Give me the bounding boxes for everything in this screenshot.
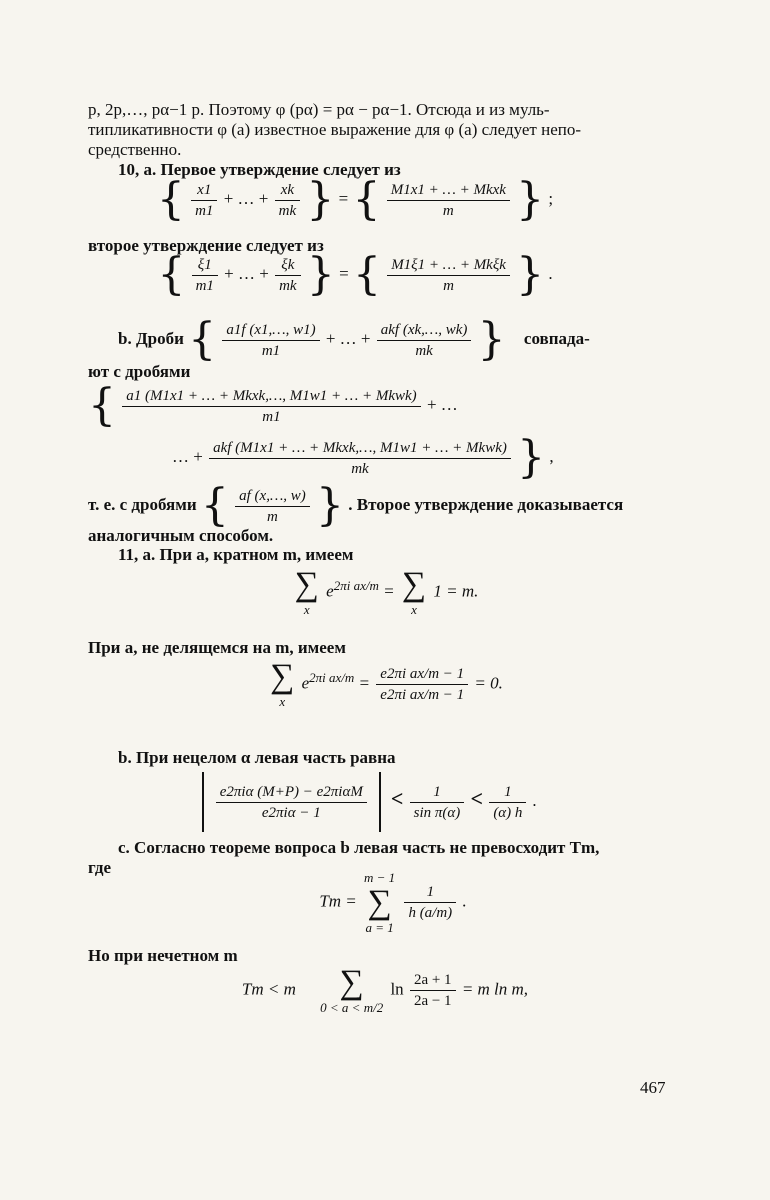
f11-tail: = m ln m, (461, 979, 529, 999)
f10-num: 1 (404, 883, 456, 903)
text-line-15: Но при нечетном m (88, 946, 238, 965)
f5-lead: … + (172, 446, 203, 466)
f9-tail: . (532, 790, 537, 810)
f10-den: h (a/m) (408, 905, 453, 922)
f7-sum-limit: x (303, 602, 310, 617)
f8-eq: = (358, 673, 371, 693)
text-line-2: типликативности φ (a) известное выражение для φ (a) следует непо- (88, 120, 582, 139)
f1-eq: = (338, 188, 349, 208)
f7-sup: 2πi ax/m (333, 578, 379, 594)
f11-lhs: Tm < m (241, 979, 296, 999)
f5-den: mk (351, 460, 369, 477)
f1-mid: + … + (223, 188, 269, 208)
page-number: 467 (640, 1078, 666, 1097)
f10-top: m − 1 (364, 870, 396, 885)
text-line-10: 11, a. При a, кратном m, имеем (118, 545, 354, 564)
formula-3-row: b. Дроби { $\frac{a1f (x1,\dots, w1)}{m1}$ + … + $\frac{\text{akf (xk,…, wk)}}{mk}$ } совпада- (118, 314, 590, 365)
f4-tail: + … (426, 394, 458, 414)
f2-rhs-den: m (443, 277, 454, 294)
f11-den: 2a − 1 (413, 993, 452, 1010)
f2-tail: . (548, 263, 553, 283)
f1-num1: x1 (191, 181, 217, 201)
text-line-11: При a, не делящемся на m, имеем (88, 638, 346, 657)
f5-tail: , (549, 446, 554, 466)
f2-den2: mk (279, 277, 297, 294)
f5-num: akf (M1x1 + … + Mkxk,…, M1w1 + … + Mkwk) (209, 439, 511, 459)
f9-num2: 1 (410, 783, 465, 803)
f7-exp: e (326, 581, 334, 601)
f6-num: af (x,…, w) (235, 487, 310, 507)
formula-11: Tm < m ∑ 0 < a < m/2 ln $\frac{2a + 1}{2a - 1}$ = m ln m, (241, 964, 529, 1015)
formula-5: … + $\frac{\text{akf (M1x1 + … + Mkxk,…, M1w1 + … + Mkwk)}}{mk}$ } , (172, 432, 554, 483)
f1-rhs-num: M1x1 + … + Mkxk (387, 181, 510, 201)
f4-num: a1 (M1x1 + … + Mkxk,…, M1w1 + … + Mkwk) (122, 387, 420, 407)
f8-sum-limit: x (279, 694, 286, 709)
f10-lhs: Tm = (319, 891, 357, 911)
text-line-6a: b. Дроби (118, 328, 184, 348)
formula-9 (196, 772, 537, 832)
f11-ln: ln (390, 979, 404, 999)
text-line-1: p, 2p,…, pα−1 p. Поэтому φ (pα) = pα − pα−1. Отсюда и из муль- (88, 100, 550, 119)
text-line-8b: . Второе утверждение доказывается (348, 494, 624, 514)
f10-tail: . (462, 891, 467, 911)
f2-eq: = (339, 263, 349, 283)
f9-num: e2πiα (M+P) − e2πiαM (216, 783, 367, 803)
f1-tail: ; (548, 188, 554, 208)
f8-sup: 2πi ax/m (309, 670, 355, 686)
f8-tail: = 0. (474, 673, 503, 693)
formula-8: ∑ x $e^{2\pi i ax/m}$ = $\frac{\text{e2πi ax/m − 1}}{\text{e2πi ax/m − 1}}$ = 0. (270, 658, 503, 709)
f10-bot: a = 1 (365, 919, 394, 935)
f9-den: e2πiα − 1 (261, 804, 321, 821)
f3-den1: m1 (261, 342, 281, 359)
f2-den1: m1 (195, 277, 214, 294)
f9-lt2: < (470, 785, 484, 811)
f3-den2: mk (415, 342, 433, 359)
formula-2: { $\frac{\xi 1}{m1}$ + … + $\frac{\xi k}{mk}$ } = { $\frac{\text{M1ξ1 + … + Mkξk}}{m}$ } . (157, 249, 553, 300)
f3-mid: + … + (325, 328, 371, 348)
f1-rhs-den: m (442, 202, 454, 219)
f11-num: 2a + 1 (410, 971, 456, 991)
text-line-6b: совпада- (523, 328, 590, 348)
f11-bot: 0 < a < m/2 (320, 1000, 384, 1015)
formula-1: { $\frac{x1}{m1}$ + … + $\frac{xk}{mk}$ } = { $\frac{\text{M1x1 + … + Mkxk}}{m}$ } ; (156, 174, 554, 225)
text-line-14: где (88, 858, 112, 877)
text-line-4: 10, a. Первое утверждение следует из (118, 160, 401, 179)
text-line-12: b. При нецелом α левая часть равна (118, 748, 396, 767)
f1-den2: mk (278, 202, 297, 219)
f7-rhs: 1 = m. (433, 581, 479, 601)
f8-exp: e (301, 673, 310, 693)
f9-num3: 1 (489, 783, 526, 803)
f1-den1: m1 (195, 202, 214, 219)
text-line-5: второе утверждение следует из (88, 236, 324, 255)
text-line-9: аналогичным способом. (88, 526, 274, 545)
f6-den: m (267, 508, 278, 525)
formula-4: { $\frac{\text{a1 (M1x1 + … + Mkxk,…, M1w1 + … + Mkwk)}}{m1}$ + … (88, 380, 458, 431)
text-line-8a: т. е. с дробями (88, 494, 197, 514)
f2-rhs-num: M1ξ1 + … + Mkξk (387, 256, 510, 276)
f7-eq: = (383, 581, 395, 601)
f2-num2: ξk (275, 256, 301, 276)
f8-num: e2πi ax/m − 1 (376, 665, 468, 685)
f1-num2: xk (275, 181, 301, 201)
f4-den: m1 (262, 408, 281, 425)
f8-den: e2πi ax/m − 1 (380, 687, 465, 704)
f3-num1: a1f (x1,…, w1) (222, 321, 319, 341)
text-line-13: c. Согласно теореме вопроса b левая часть не превосходит Tm, (118, 838, 600, 857)
formula-6-row: т. е. с дробями { $\frac{af (x,\dots, w)}{m}$ } . Второе утверждение доказывается (88, 480, 624, 531)
text-line-3: средственно. (88, 140, 182, 159)
formula-7: ∑ x $e^{2\pi i ax/m}$ = ∑ x 1 = m. (294, 566, 479, 617)
f2-mid: + … + (224, 263, 269, 283)
f2-num1: ξ1 (192, 256, 218, 276)
f3-num2: akf (xk,…, wk) (377, 321, 472, 341)
text-line-7: ют с дробями (88, 362, 191, 381)
formula-10: Tm = m − 1 ∑ a = 1 $\frac{1}{h (a/m)}$ . (319, 870, 467, 935)
f9-den3: (α) h (493, 804, 523, 821)
f9-lt1: < (390, 785, 404, 811)
f9-den2: sin π(α) (413, 804, 461, 821)
